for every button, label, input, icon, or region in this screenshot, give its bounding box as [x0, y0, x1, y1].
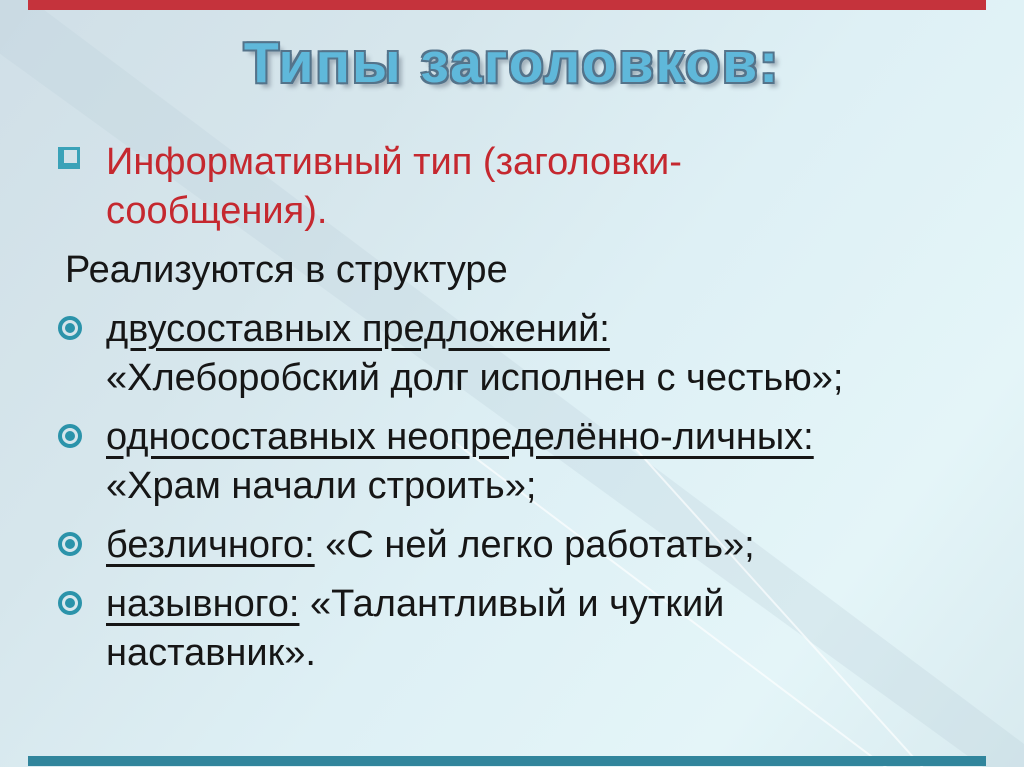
slide-title: Типы заголовков:: [243, 31, 781, 95]
bullet-text: [106, 580, 1006, 629]
intro-text: Реализуются в структуре: [65, 249, 508, 291]
bullet-text: [106, 413, 1006, 462]
red-item-line1: Информативный тип (заголовки-: [106, 141, 682, 183]
bullet-rest: «Талантливый и чуткий: [299, 583, 725, 625]
square-bullet-icon: [58, 147, 80, 169]
bullet-rest: «С ней легко работать»;: [314, 524, 755, 566]
bullet-lead-underlined: двусоставных предложений:: [106, 308, 610, 350]
ring-dot-bullet-icon: [58, 532, 82, 556]
bullet-continuation: «Храм начали строить»;: [106, 465, 537, 507]
bullet-continuation: «Хлеборобский долг исполнен с честью»;: [106, 357, 844, 399]
bullet-lead-underlined: безличного:: [106, 524, 315, 566]
bottom-accent-bar: [28, 756, 986, 766]
ring-dot-bullet-icon: [58, 591, 82, 615]
ring-dot-bullet-icon: [58, 424, 82, 448]
list-item-informative-type: [58, 138, 1006, 236]
bullet-lead-underlined: односоставных неопределённо-личных:: [106, 416, 814, 458]
slide-body: [58, 138, 1006, 688]
list-item-one-part-indefinite: [58, 413, 1006, 511]
list-item-nominative: [58, 580, 1006, 678]
red-item-line2: сообщения).: [106, 190, 328, 232]
bullet-text: [106, 521, 1006, 570]
ring-dot-bullet-icon: [58, 316, 82, 340]
bullet-lead-underlined: назывного:: [106, 583, 300, 625]
bullet-continuation: наставник».: [106, 632, 316, 674]
list-item-two-part-sentences: [58, 305, 1006, 403]
bullet-text: [106, 305, 1006, 354]
top-accent-bar: [28, 0, 986, 10]
list-item-impersonal: [58, 521, 1006, 570]
